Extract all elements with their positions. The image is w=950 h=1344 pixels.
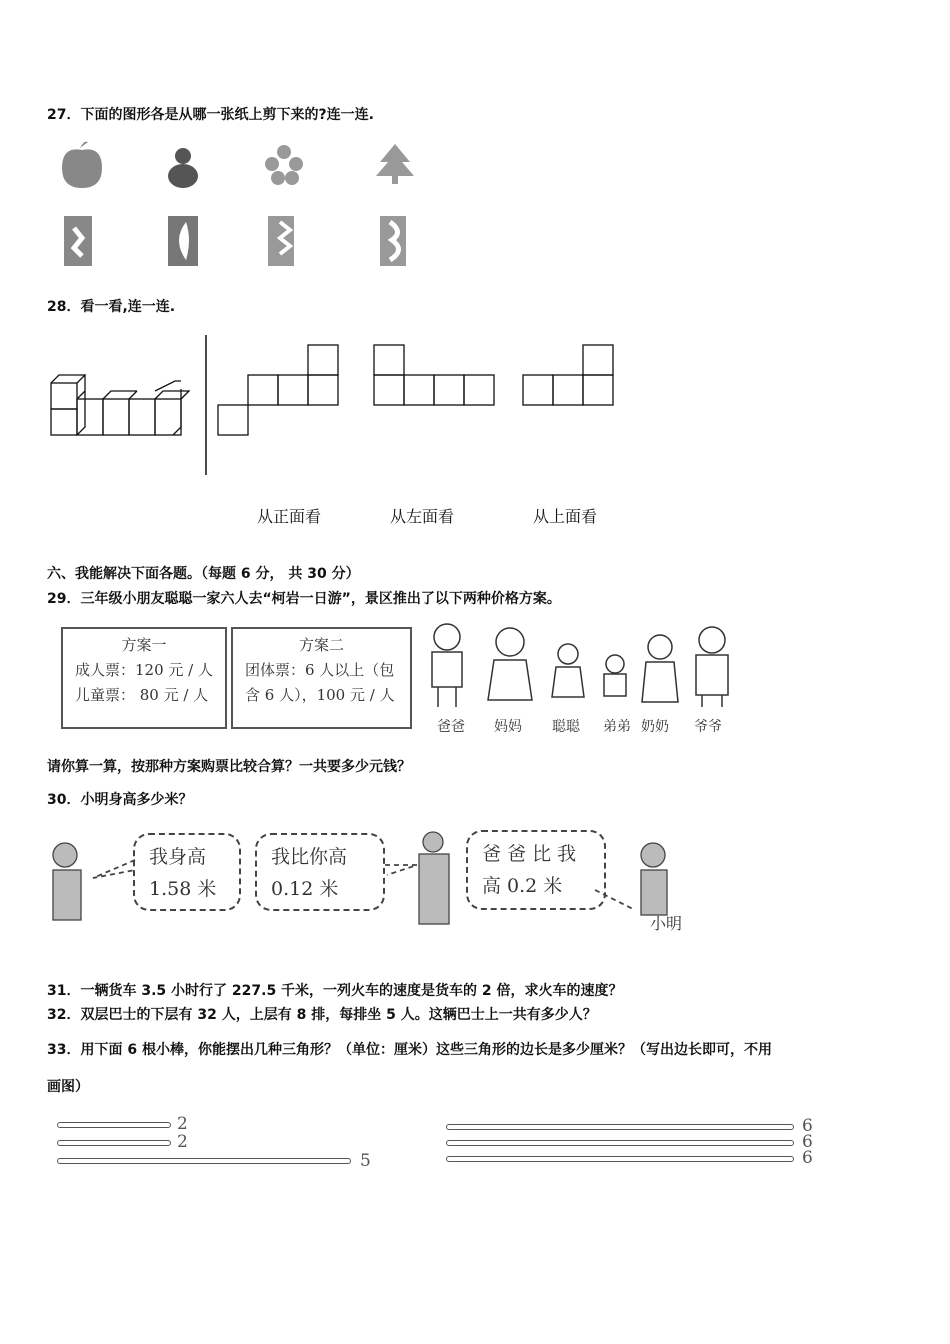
xiaoming-label: 小明 (650, 914, 683, 933)
gourd-cutout-icon (168, 148, 198, 188)
view-left (374, 345, 494, 405)
stick-length: 5 (360, 1151, 371, 1171)
bubble-3-line-1: 爸 爸 比 我 (482, 843, 577, 865)
family-illustration (420, 612, 740, 712)
q32-title: 32．双层巴士的下层有 32 人，上层有 8 排，每排坐 5 人。这辆巴士上一共有多少人？ (47, 1007, 597, 1023)
bubble-1-line-2: 1.58 米 (149, 878, 217, 900)
stick (446, 1124, 794, 1130)
q29-title: 29．三年级小朋友聪聪一家六人去“柯岩一日游”，景区推出了以下两种价格方案。 (47, 591, 561, 607)
stick-length: 2 (177, 1114, 188, 1134)
family-label-brother: 弟弟 (603, 719, 631, 735)
plan-2-line-2: 含 6 人），100 元 / 人 (245, 686, 395, 704)
paper-c (268, 216, 294, 266)
family-label-mom: 妈妈 (494, 719, 522, 735)
q28-figures (45, 335, 645, 480)
view-top (523, 345, 613, 405)
family-label-dad: 爸爸 (437, 719, 465, 735)
view-label-top: 从上面看 (533, 507, 598, 526)
plan-2-heading: 方案二 (298, 636, 344, 654)
speech-bubble-2 (255, 833, 385, 911)
cube-stack (51, 375, 189, 435)
view-label-left: 从左面看 (390, 507, 455, 526)
stick-length: 2 (177, 1132, 188, 1152)
view-front (218, 345, 338, 435)
paper-d (380, 216, 406, 266)
tree-cutout-icon (376, 144, 414, 184)
bubble-1-line-1: 我身高 (149, 846, 207, 868)
plan-1-box (61, 627, 227, 729)
plan-2-line-1: 团体票：6 人以上（包 (245, 661, 395, 679)
stick (446, 1140, 794, 1146)
q33-title-cont: 画图） (47, 1079, 89, 1095)
flower-cutout-icon (265, 145, 303, 185)
stick-length: 6 (802, 1148, 813, 1168)
stick (57, 1158, 351, 1164)
q29-question: 请你算一算，按那种方案购票比较合算？一共要多少元钱？ (47, 759, 411, 775)
paper-a (64, 216, 92, 266)
paper-b (168, 216, 198, 266)
q28-title: 28．看一看,连一连. (47, 299, 176, 315)
speech-bubble-1 (133, 833, 241, 911)
stick (446, 1156, 794, 1162)
plan-1-heading: 方案一 (121, 636, 167, 654)
family-label-grandma: 奶奶 (641, 719, 669, 735)
stick-length: 6 (802, 1116, 813, 1136)
speech-bubble-3 (466, 830, 606, 910)
family-label-grandpa: 爷爷 (694, 719, 722, 735)
family-label-congcong: 聪聪 (552, 719, 580, 735)
q27-figures (50, 138, 450, 273)
bubble-2-line-1: 我比你高 (271, 846, 348, 868)
view-label-front: 从正面看 (257, 507, 322, 526)
plan-1-line-1: 成人票：120 元 / 人 (75, 661, 213, 679)
stick-length: 6 (802, 1132, 813, 1152)
section-6-title: 六、我能解决下面各题。（每题 6 分， 共 30 分） (47, 566, 360, 582)
q27-title: 27．下面的图形各是从哪一张纸上剪下来的?连一连. (47, 107, 374, 123)
q31-title: 31．一辆货车 3.5 小时行了 227.5 千米，一列火车的速度是货车的 2 倍，求火车的速度？ (47, 983, 623, 999)
stick (57, 1140, 171, 1146)
plan-1-line-2: 儿童票： 80 元 / 人 (75, 686, 209, 704)
plan-2-box (231, 627, 412, 729)
bubble-2-line-2: 0.12 米 (271, 878, 339, 900)
bubble-3-line-2: 高 0.2 米 (482, 875, 563, 897)
stick (57, 1122, 171, 1128)
apple-cutout-icon (62, 142, 102, 188)
q30-title: 30．小明身高多少米？ (47, 792, 193, 808)
q33-title: 33．用下面 6 根小棒，你能摆出几种三角形？（单位：厘米）这些三角形的边长是多少厘米？（写出边长即可，不用 (47, 1042, 772, 1058)
